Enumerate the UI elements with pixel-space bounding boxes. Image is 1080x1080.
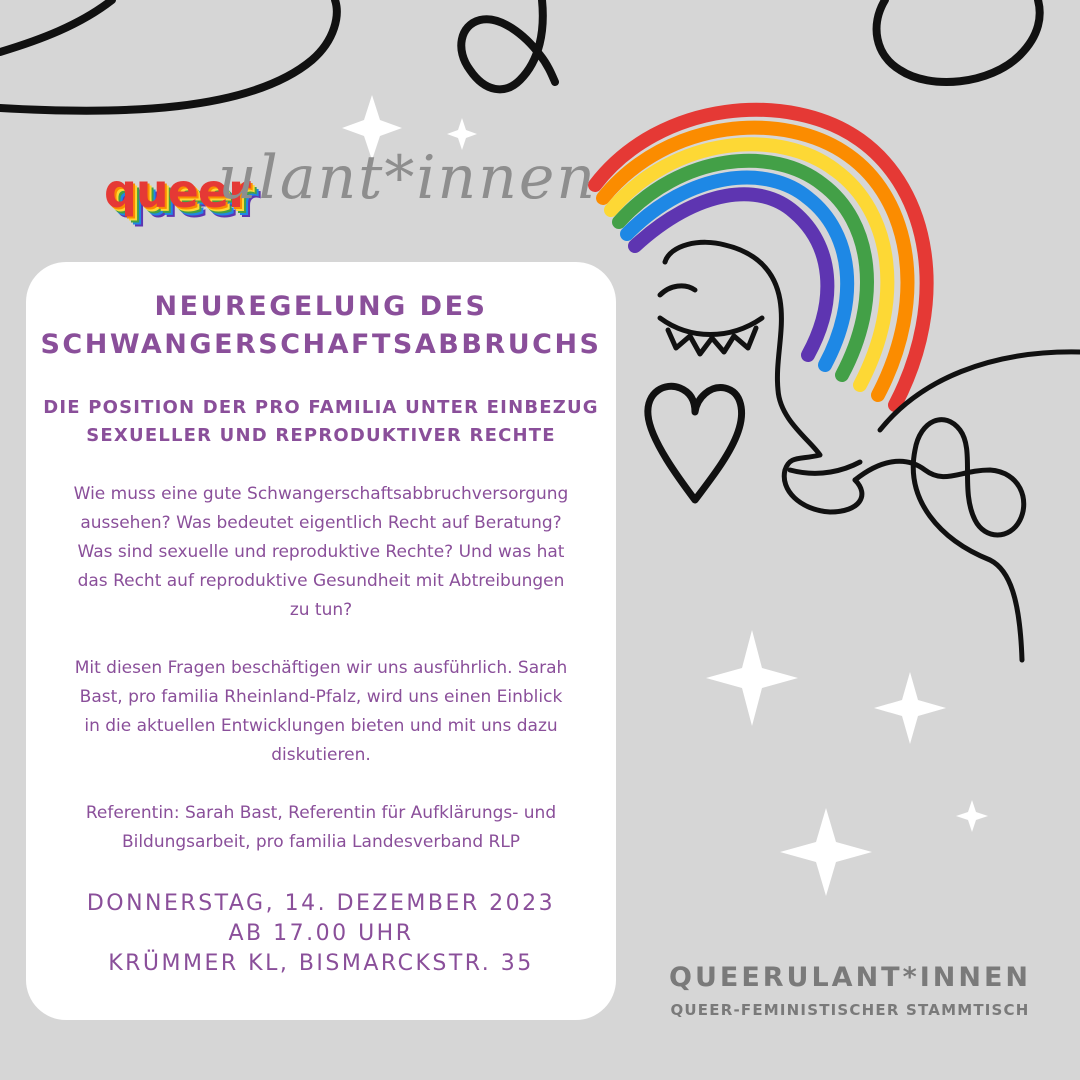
footer-title: QUEERULANT*INNEN: [669, 962, 1031, 993]
top-left-arc-line: [0, 0, 337, 111]
event-location: KRÜMMER KL, BISMARCKSTR. 35: [108, 951, 534, 976]
event-title: [34, 288, 608, 364]
rainbow-hair-icon: [595, 110, 927, 405]
top-loop-line: [461, 0, 555, 89]
text-line: Bast, pro familia Rheinland-Pfalz, wird uns einen Einblick: [79, 687, 563, 707]
text-line: Mit diesen Fragen beschäftigen wir uns ausführlich. Sarah: [74, 658, 568, 678]
heart-icon: [648, 386, 742, 500]
text-line: das Recht auf reproduktive Gesundheit mit Abtreibungen: [77, 571, 565, 591]
footer-brand: [620, 958, 1080, 1022]
event-subtitle-line-2: SEXUELLER UND REPRODUKTIVER RECHTE: [86, 425, 556, 446]
event-card: [26, 262, 616, 1020]
swirl-line-icon: [855, 420, 1024, 660]
description-paragraph-2: [34, 654, 608, 770]
logo-script-text: ulant*innen: [218, 143, 597, 213]
logo-letter: queer: [104, 164, 250, 218]
text-line: Wie muss eine gute Schwangerschaftsabbruchversorgung: [73, 484, 569, 504]
text-line: Was sind sexuelle und reproduktive Rechte? Und was hat: [77, 542, 565, 562]
speaker-paragraph: [34, 799, 608, 857]
event-time: AB 17.00 UHR: [228, 921, 414, 946]
top-left-swoosh-line: [0, 0, 112, 52]
event-subtitle: [34, 394, 608, 450]
text-line: in die aktuellen Entwicklungen bieten und mit uns dazu: [84, 716, 558, 736]
event-title-line-2: SCHWANGERSCHAFTSABBRUCHS: [40, 329, 602, 360]
event-date: DONNERSTAG, 14. DEZEMBER 2023: [86, 891, 556, 916]
event-title-line-1: NEUREGELUNG DES: [154, 291, 488, 322]
text-line: diskutieren.: [271, 745, 371, 765]
description-paragraph-1: [34, 480, 608, 625]
text-line: zu tun?: [289, 600, 353, 620]
text-line: Referentin: Sarah Bast, Referentin für Aufklärungs- und: [85, 803, 557, 823]
brand-logo: [100, 140, 597, 260]
event-subtitle-line-1: DIE POSITION DER PRO FAMILIA UNTER EINBEZUG: [43, 397, 599, 418]
text-line: aussehen? Was bedeutet eigentlich Recht auf Beratung?: [80, 513, 562, 533]
footer-subtitle: QUEER-FEMINISTISCHER STAMMTISCH: [670, 1001, 1030, 1019]
top-right-circle-line: [877, 0, 1040, 82]
event-date-location: [34, 889, 608, 979]
text-line: Bildungsarbeit, pro familia Landesverband RLP: [121, 832, 521, 852]
